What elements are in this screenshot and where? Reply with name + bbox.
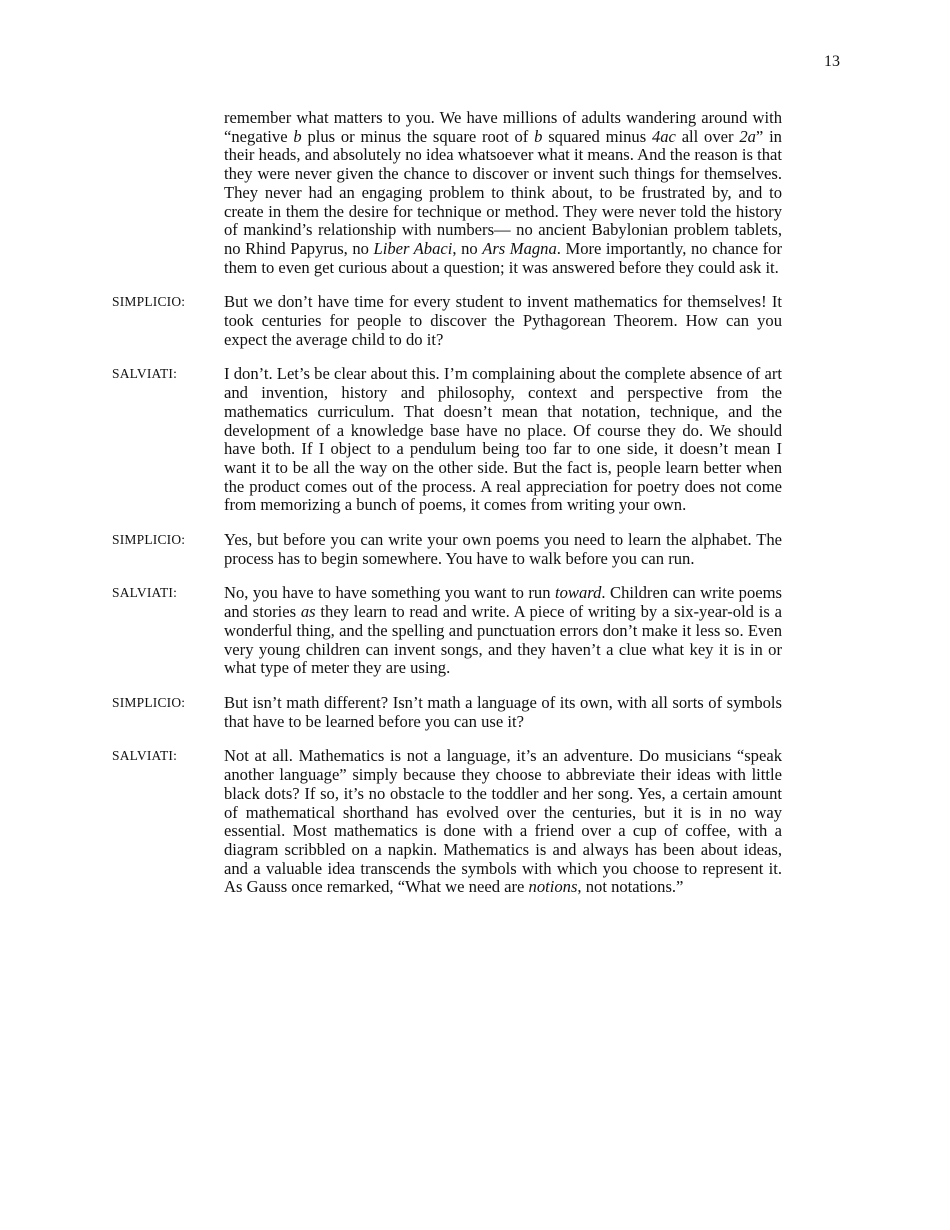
dialogue-block-salviati — [0, 584, 950, 678]
speech-text: remember what matters to you. We have millions of adults wandering around with “negative b plus or minus the square root of b squared minus 4ac all over 2a” in their heads, and absolutely no idea whatsoever what it means. And the reason is that they were never given the chance to discover or invent such things for themselves. They never had an engaging problem to think about, to be frustrated by, and to create in them the desire for technique or method. They were never told the history of mankind’s relationship with numbers— no ancient Babylonian problem tablets, no Rhind Papyrus, no Liber Abaci, no Ars Magna. More importantly, no chance for them to even get curious about a question; it was answered before they could ask it. — [224, 108, 783, 277]
speech-text: No, you have to have something you want to run toward. Children can write poems and stories as they learn to read and write. A piece of writing by a six-year-old is a wonderful thing, and the spelling and punctuation errors don’t make it less so. Even very young children can invent songs, and they haven’t a clue what key it is in or what type of meter they are using. — [224, 583, 783, 678]
page-number: 13 — [824, 53, 840, 70]
dialogue-block-simplicio — [0, 293, 950, 349]
speaker-label: SALVIATI: — [112, 585, 178, 601]
speaker-label: SIMPLICIO: — [112, 694, 186, 710]
speaker-label: SALVIATI: — [112, 748, 178, 764]
dialogue-block-salviati — [0, 747, 950, 897]
speech-text: I don’t. Let’s be clear about this. I’m complaining about the complete absence of art and invention, history and philosophy, context and perspective from the mathematics curriculum. That doesn’t mean that notation, technique, and the development of a knowledge base have no place. Of course they do. We should have both. If I object to a pendulum being too far to one side, it doesn’t mean I want it to be all the way on the other side. But the fact is, people learn better when the product comes out of the process. A real appreciation for poetry does not come from memorizing a bunch of poems, it comes from writing your own. — [224, 364, 782, 515]
dialogue-block-continuation — [0, 109, 950, 277]
speech-text: Not at all. Mathematics is not a language, it’s an adventure. Do musicians “speak another language” simply because they choose to abbreviate their ideas with little black dots? If so, it’s no obstacle to the toddler and her song. Yes, a certain amount of mathematical shorthand has evolved over the centuries, but it is in no way essential. Most mathematics is done with a friend over a cup of coffee, with a diagram scribbled on a napkin. Mathematics is and always has been about ideas, and a valuable idea transcends the symbols with which you choose to represent it. As Gauss once remarked, “What we need are notions, not notations.” — [224, 746, 782, 897]
speech-text: Yes, but before you can write your own poems you need to learn the alphabet. The process has to begin somewhere. You have to walk before you can run. — [224, 530, 782, 568]
speaker-label: SIMPLICIO: — [112, 532, 186, 548]
speaker-label: SIMPLICIO: — [112, 294, 186, 310]
speech-text: But isn’t math different? Isn’t math a language of its own, with all sorts of symbols that have to be learned before you can use it? — [224, 692, 782, 731]
speech-text: But we don’t have time for every student to invent mathematics for themselves! It took centuries for people to discover the Pythagorean Theorem. How can you expect the average child to do it? — [224, 292, 782, 349]
dialogue-block-simplicio — [0, 531, 950, 568]
dialogue — [0, 109, 950, 913]
dialogue-block-simplicio — [0, 694, 950, 731]
dialogue-block-salviati — [0, 365, 950, 515]
speaker-label: SALVIATI: — [112, 366, 178, 382]
